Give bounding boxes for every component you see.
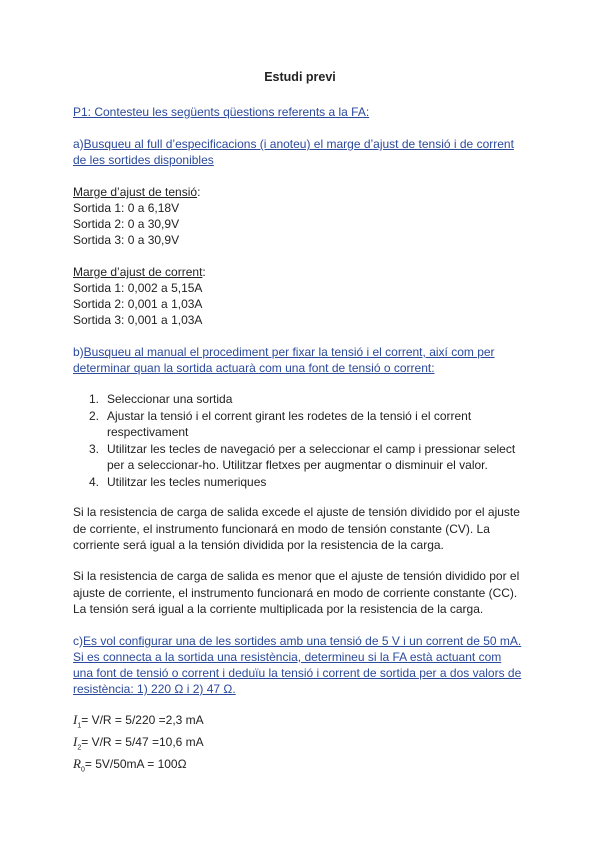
voltage-heading-label: Marge d’ajust de tensió <box>73 185 198 199</box>
question-a-line2: de les sortides disponibles <box>73 153 214 167</box>
list-item <box>73 391 533 408</box>
formula-row <box>73 756 187 778</box>
formula-row <box>73 712 204 734</box>
question-c-line1 <box>73 633 521 649</box>
formula-subscript: 0 <box>80 766 85 774</box>
question-a-text: Busqueu al full d’especificacions (i anoteu) el marge d’ajust de tensió i de corrent <box>83 137 514 151</box>
list-item-text: Utilitzar les tecles de navegació per a seleccionar el camp i pressionar select per a seleccionar-ho. Utilitzar fletxes per augmentar o disminuir el valor. <box>107 441 516 472</box>
current-row: Sortida 3: 0,001 a 1,03A <box>73 313 203 327</box>
list-item-text: Seleccionar una sortida <box>107 392 233 406</box>
voltage-row: Sortida 3: 0 a 30,9V <box>73 233 180 247</box>
voltage-row: Sortida 2: 0 a 30,9V <box>73 217 180 231</box>
list-item-number: 2. <box>89 408 100 423</box>
list-item-number: 1. <box>89 392 100 406</box>
voltage-heading-colon: : <box>197 185 201 199</box>
formula-expression: = V/R = 5/47 =10,6 mA <box>81 735 204 749</box>
cc-paragraph: Si la resistencia de carga de salida es menor que el ajuste de tensión dividido por el ajuste de corriente, el instrumento funcionará en modo de corriente constante (CC). La tensión será igual a la corriente multiplicada por la resistencia de la carga. <box>73 569 520 616</box>
formula-expression: = 5V/50mA = 100Ω <box>84 757 187 771</box>
list-item-number: 4. <box>89 474 100 489</box>
procedure-list <box>73 391 533 490</box>
question-a-prefix: a) <box>73 137 84 151</box>
current-row: Sortida 1: 0,002 a 5,15A <box>73 281 203 295</box>
formula-variable: R <box>73 756 81 771</box>
question-c-text: Es vol configurar una de les sortides amb una tensió de 5 V i un corrent de 50 mA. <box>83 634 522 648</box>
list-item-text: Ajustar la tensió i el corrent girant les rodetes de la tensió i el corrent respectivament <box>107 408 472 439</box>
list-item-text: Utilitzar les tecles numeriques <box>107 474 267 489</box>
question-c-line3: una font de tensió o corrent i deduïu la tensió i corrent de sortida per a dos valors de <box>73 666 522 680</box>
list-item <box>73 408 533 441</box>
cv-paragraph: Si la resistencia de carga de salida excede el ajuste de tensión dividido por el ajuste de corriente, el instrumento funcionará en modo de tensión constante (CV). La corriente será igual a la tensión dividida por la resistencia de la carga. <box>73 505 520 552</box>
question-c-line2: Si es connecta a la sortida una resistència, determineu si la FA està actuant com <box>73 650 502 664</box>
formula-variable: I <box>73 734 78 749</box>
question-b-prefix: b) <box>73 345 84 359</box>
formula-subscript: 1 <box>77 722 82 730</box>
question-b-line2: determinar quan la sortida actuarà com una font de tensió o corrent: <box>73 361 435 375</box>
formula-variable: I <box>73 712 78 727</box>
question-b-text: Busqueu al manual el procediment per fixar la tensió i el corrent, així com per <box>83 345 495 359</box>
question-c-prefix: c) <box>73 634 83 648</box>
voltage-heading <box>73 184 200 200</box>
page-title: Estudi previ <box>264 70 336 84</box>
current-row: Sortida 2: 0,001 a 1,03A <box>73 297 203 311</box>
formula-expression: = V/R = 5/220 =2,3 mA <box>81 713 204 727</box>
list-item <box>73 474 533 491</box>
question-b-line1 <box>73 344 495 360</box>
current-heading-colon: : <box>202 265 206 279</box>
question-a-line1 <box>73 136 514 152</box>
question-c-line4: resistència: 1) 220 Ω i 2) 47 Ω. <box>73 682 236 696</box>
current-heading <box>73 264 206 280</box>
list-item-number: 3. <box>89 441 100 456</box>
formula-subscript: 2 <box>77 744 82 752</box>
formula-row <box>73 734 204 756</box>
current-heading-label: Marge d’ajust de corrent <box>73 265 203 279</box>
question-p1-heading: P1: Contesteu les següents qüestions referents a la FA: <box>73 105 370 119</box>
list-item <box>73 441 533 474</box>
voltage-row: Sortida 1: 0 a 6,18V <box>73 201 180 215</box>
